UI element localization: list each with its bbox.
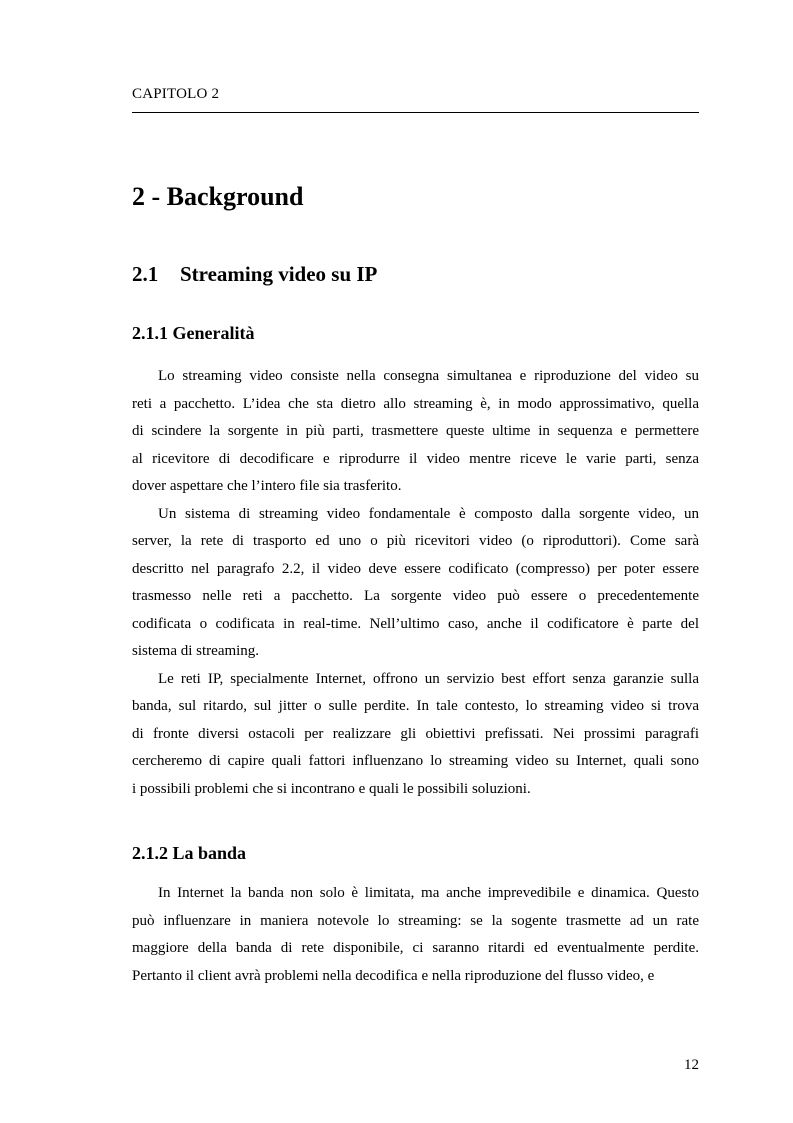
- text-line: al ricevitore di decodificare e riprodurre il video mentre riceve le varie parti, senza: [132, 450, 699, 467]
- text-line: codificata o codificata in real-time. Nell’ultimo caso, anche il codificatore è parte del: [132, 615, 699, 632]
- text-line: Un sistema di streaming video fondamentale è composto dalla sorgente video, un: [158, 505, 699, 522]
- header-rule: [132, 112, 699, 113]
- subsection-body-banda: [132, 880, 699, 990]
- subsection-body-generalita: [132, 363, 699, 803]
- text-line: In Internet la banda non solo è limitata, ma anche imprevedibile e dinamica. Questo: [158, 885, 699, 901]
- page-number: 12: [684, 1057, 699, 1073]
- text-line: sistema di streaming.: [132, 643, 260, 659]
- text-line: Pertanto il client avrà problemi nella decodifica e nella riproduzione del flusso video, e: [132, 967, 655, 984]
- paragraph: [132, 501, 699, 666]
- section-title-text: Streaming video su IP: [180, 262, 378, 286]
- section-number: 2.1: [132, 262, 159, 286]
- text-line: i possibili problemi che si incontrano e quali le possibili soluzioni.: [132, 780, 531, 797]
- subsection-title-banda: 2.1.2 La banda: [132, 843, 247, 863]
- text-line: cercheremo di capire quali fattori influenzano lo streaming video su Internet, quali sono: [132, 753, 699, 769]
- text-line: dover aspettare che l’intero file sia trasferito.: [132, 478, 402, 494]
- text-line: banda, sul ritardo, sul jitter o sulle perdite. In tale contesto, lo streaming video si trova: [132, 698, 699, 714]
- text-line: Le reti IP, specialmente Internet, offrono un servizio best effort senza garanzie sulla: [158, 670, 699, 687]
- paragraph: [132, 666, 699, 804]
- text-line: di fronte diversi ostacoli per realizzare gli obiettivi prefissati. Nei prossimi paragrafi: [132, 725, 699, 742]
- text-line: trasmesso nelle reti a pacchetto. La sorgente video può essere o precedentemente: [132, 588, 699, 604]
- text-line: reti a pacchetto. L’idea che sta dietro allo streaming è, in modo approssimativo, quella: [132, 395, 699, 412]
- text-line: server, la rete di trasporto ed uno o più ricevitori video (o riproduttori). Come sarà: [132, 533, 699, 549]
- running-head: CAPITOLO 2: [132, 86, 220, 102]
- text-line: maggiore della banda di rete disponibile, ci saranno ritardi ed eventualmente perdite.: [132, 940, 699, 956]
- text-line: descritto nel paragrafo 2.2, il video deve essere codificato (compresso) per poter essere: [132, 560, 699, 577]
- text-line: Lo streaming video consiste nella consegna simultanea e riproduzione del video su: [158, 368, 699, 384]
- text-line: può influenzare in maniera notevole lo streaming: se la sogente trasmette ad un rate: [132, 912, 699, 929]
- text-line: di scindere la sorgente in più parti, trasmettere queste ultime in sequenza e permettere: [132, 423, 699, 439]
- paragraph: [132, 880, 699, 990]
- section-title: [132, 262, 377, 287]
- chapter-title: 2 - Background: [132, 182, 304, 211]
- subsection-title-generalita: 2.1.1 Generalità: [132, 323, 255, 343]
- paragraph: [132, 363, 699, 501]
